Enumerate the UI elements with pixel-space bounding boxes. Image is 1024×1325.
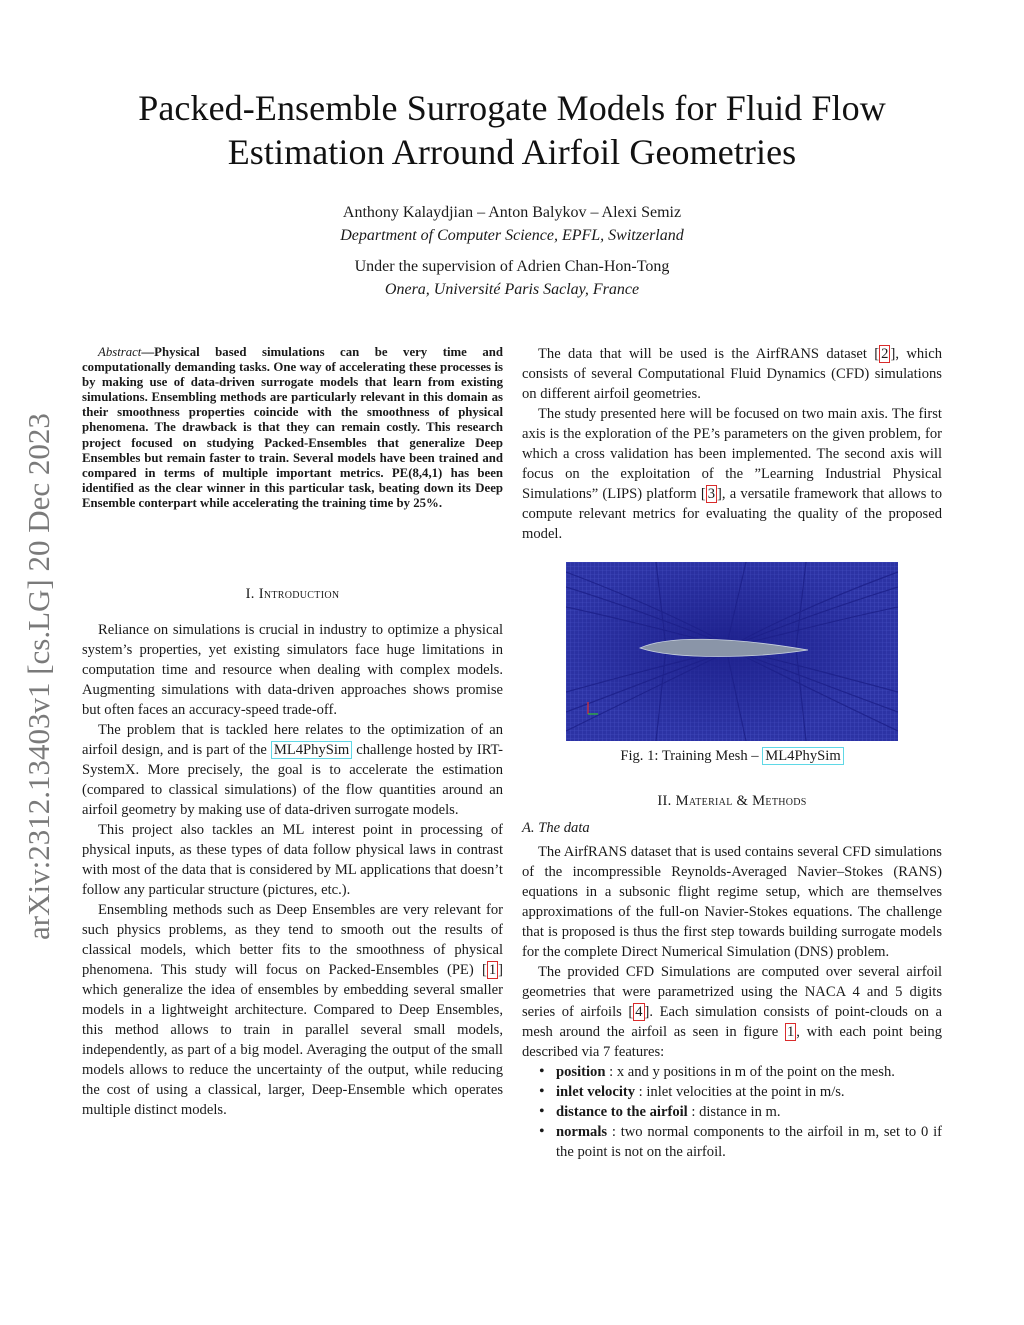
ml4physim-link[interactable]: ML4PhySim xyxy=(271,741,352,759)
intro-paragraph-2: The problem that is tackled here relates to the optimization of an airfoil design, and is part of the ML4PhySim challenge hosted by IRT-SystemX. More precisely, the goal is to accelerate the estimation (compared to classical simulations) of the flow quantities around an airfoil geometry by making use of data-driven surrogate models. xyxy=(82,722,503,818)
supervisor-affiliation: Onera, Université Paris Saclay, France xyxy=(384,281,640,298)
intro-paragraph-3: This project also tackles an ML interest point in processing of physical inputs, as these types of data follow physical laws in contrast with most of the data that is considered by ML applications that doesn’t follow any particular structure (pictures, etc.). xyxy=(82,822,503,898)
abstract-text: —Physical based simulations can be very time and computationally demanding tasks. One way of accelerating these processes is by making use of data-driven surrogate models that learn from existing simulations. Ensembling methods are particularly relevant in this domain as their smoothness properties coincide with the smoothness of physical phenomena. The drawback is that they can remain costly. This research project focused on studying Packed-Ensembles that generalize Deep Ensembles but remain faster to train. Several models have been trained and compared in terms of multiple important metrics. PE(8,4,1) has been identified as the clear winner in this particular task, beating down its Deep Ensemble conterpart while accelerating the training time by 25%. xyxy=(82,345,503,510)
arxiv-identifier[interactable]: arXiv:2312.13403v1 [cs.LG] 20 Dec 2023 xyxy=(21,413,56,940)
section-1-title: Introduction xyxy=(258,586,340,602)
abstract-lead: Abstract xyxy=(98,345,142,359)
intro-paragraph-1: Reliance on simulations is crucial in industry to optimize a physical system’s properties, yet existing simulators face huge limitations in computation time and resource when dealing with complex models. Augmenting simulations with data-driven approaches shows promise but often faces an accuracy-speed trade-off. xyxy=(82,622,503,718)
section-2-body xyxy=(522,842,942,1162)
section-1-number: I. xyxy=(245,586,255,602)
data-paragraph: The data that will be used is the AirfRANS dataset [ 2 ], which consists of several Computational Fluid Dynamics (CFD) simulations on different airfoil geometries. xyxy=(522,346,943,402)
section-2-number: II. xyxy=(657,793,672,809)
figure-reference-link[interactable]: 1 xyxy=(787,1024,795,1040)
right-intro xyxy=(522,344,942,544)
citation-link[interactable]: 4 xyxy=(635,1004,643,1020)
figure-caption: Fig. 1: Training Mesh – ML4PhySim xyxy=(522,748,942,765)
list-item: • inlet velocity : inlet velocities at the point in m/s. xyxy=(556,1082,942,1102)
section-2-heading xyxy=(522,793,942,810)
study-paragraph: The study presented here will be focused on two main axis. The first axis is the exploration of the PE’s parameters on the given problem, for which a cross validation has been implemented. The second axis will focus on the exploitation of the ”Learning Industrial Physical Simulations” (LIPS) platform [ 3 ], a versatile framework that allows to compute relevant metrics for evaluating the quality of the proposed model. xyxy=(522,406,942,542)
affiliation: Department of Computer Science, EPFL, Switzerland xyxy=(340,227,684,244)
citation-link[interactable]: 1 xyxy=(488,962,497,978)
citation-link[interactable]: 3 xyxy=(707,486,715,502)
intro-paragraph-4: Ensembling methods such as Deep Ensembles are very relevant for such physics problems, as they tend to smooth out the results of classical models, which better fits to the smoothness of physical phenomena. This study will focus on Packed-Ensembles (PE) [ 1 ] which generalize the idea of ensembles by embedding several smaller models in a lightweight architecture. Compared to Deep Ensembles, this method allows to train in parallel several small models, independently, as part of a big model. Averaging the output of the small models allows to reduce the uncertainty of the output, while reducing the cost of using a classical, larger, Deep-Ensemble which operates multiple distinct models. xyxy=(82,902,503,1118)
citation-link[interactable]: 2 xyxy=(881,346,889,362)
list-item: • position : x and y positions in m of the point on the mesh. xyxy=(556,1062,942,1082)
abstract xyxy=(82,345,503,511)
section-1-body xyxy=(82,620,503,1120)
section-2-title: Material & Methods xyxy=(675,793,807,809)
list-item: • normals : two normal components to the airfoil in m, set to 0 if the point is not on the airfoil. xyxy=(556,1122,942,1162)
subsection-heading: A. The data xyxy=(522,820,590,836)
caption-ml4physim-link[interactable]: ML4PhySim xyxy=(762,747,843,765)
list-item: • distance to the airfoil : distance in m. xyxy=(556,1102,942,1122)
paper-title xyxy=(60,86,964,174)
title-line-2: Estimation Arround Airfoil Geometries xyxy=(227,132,797,172)
mesh-image xyxy=(566,562,898,741)
authors: Anthony Kalaydjian – Anton Balykov – Alexi Semiz xyxy=(342,204,682,221)
title-line-1: Packed-Ensemble Surrogate Models for Fluid Flow xyxy=(138,88,886,128)
feature-list xyxy=(522,1062,942,1162)
section-1-heading xyxy=(82,586,503,603)
supervision: Under the supervision of Adrien Chan-Hon-Tong xyxy=(354,258,670,275)
data-description-paragraph: The AirfRANS dataset that is used contains several CFD simulations of the incompressible Reynolds-Averaged Navier–Stokes (RANS) equations in a subsonic flight regime setup, which are themselves approximations of the full-on Navier-Stokes equations. The challenge that is proposed is thus the first step towards building surrogate models for the complete Direct Numerical Simulation (DNS) problem. xyxy=(522,844,942,960)
cfd-paragraph: The provided CFD Simulations are computed over several airfoil geometries that were parametrized using the NACA 4 and 5 digits series of airfoils [ 4 ]. Each simulation consists of point-clouds on a mesh around the airfoil as seen in figure 1 , with each point being described via 7 features: xyxy=(522,964,942,1060)
training-mesh-figure xyxy=(566,562,898,741)
